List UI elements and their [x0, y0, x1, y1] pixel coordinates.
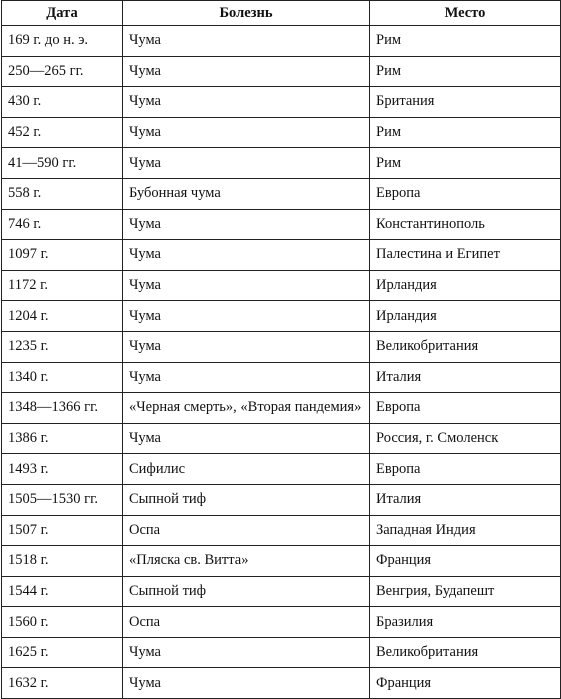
cell-date: 1386 г.	[2, 423, 123, 454]
cell-place: Европа	[370, 393, 561, 424]
cell-place: Бразилия	[370, 607, 561, 638]
table-row	[2, 209, 561, 240]
header-date: Дата	[2, 1, 123, 26]
cell-date: 1340 г.	[2, 362, 123, 393]
table-row	[2, 607, 561, 638]
cell-disease: Бубонная чума	[123, 178, 370, 209]
cell-date: 169 г. до н. э.	[2, 26, 123, 57]
cell-place: Италия	[370, 362, 561, 393]
table-row	[2, 546, 561, 577]
table-body	[2, 26, 561, 699]
cell-place: Западная Индия	[370, 515, 561, 546]
cell-place: Палестина и Египет	[370, 240, 561, 271]
table-row	[2, 637, 561, 668]
cell-place: Рим	[370, 26, 561, 57]
cell-place: Европа	[370, 454, 561, 485]
table-row	[2, 484, 561, 515]
cell-disease: Чума	[123, 56, 370, 87]
table-row	[2, 331, 561, 362]
table-row	[2, 56, 561, 87]
cell-date: 558 г.	[2, 178, 123, 209]
cell-place: Британия	[370, 87, 561, 118]
cell-disease: Чума	[123, 87, 370, 118]
table-row	[2, 270, 561, 301]
table-row	[2, 515, 561, 546]
cell-disease: Чума	[123, 26, 370, 57]
cell-disease: Чума	[123, 240, 370, 271]
cell-place: Италия	[370, 484, 561, 515]
cell-date: 1505—1530 гг.	[2, 484, 123, 515]
cell-place: Ирландия	[370, 301, 561, 332]
cell-place: Великобритания	[370, 637, 561, 668]
cell-disease: «Пляска св. Витта»	[123, 546, 370, 577]
cell-date: 1518 г.	[2, 546, 123, 577]
cell-date: 452 г.	[2, 117, 123, 148]
table-row	[2, 178, 561, 209]
cell-disease: Сыпной тиф	[123, 484, 370, 515]
cell-date: 250—265 гг.	[2, 56, 123, 87]
table-row	[2, 26, 561, 57]
table-row	[2, 668, 561, 699]
cell-date: 1348—1366 гг.	[2, 393, 123, 424]
cell-date: 1097 г.	[2, 240, 123, 271]
header-disease: Болезнь	[123, 1, 370, 26]
cell-date: 1493 г.	[2, 454, 123, 485]
table-row	[2, 576, 561, 607]
cell-disease: Оспа	[123, 515, 370, 546]
cell-disease: Чума	[123, 301, 370, 332]
cell-disease: Чума	[123, 117, 370, 148]
cell-date: 1204 г.	[2, 301, 123, 332]
cell-place: Константинополь	[370, 209, 561, 240]
table-row	[2, 148, 561, 179]
epidemics-table	[1, 0, 561, 699]
table-row	[2, 393, 561, 424]
table-row	[2, 454, 561, 485]
cell-place: Рим	[370, 117, 561, 148]
cell-date: 1560 г.	[2, 607, 123, 638]
table-row	[2, 362, 561, 393]
cell-date: 1172 г.	[2, 270, 123, 301]
cell-disease: Чума	[123, 637, 370, 668]
header-place: Место	[370, 1, 561, 26]
cell-place: Франция	[370, 668, 561, 699]
cell-place: Рим	[370, 56, 561, 87]
cell-date: 41—590 гг.	[2, 148, 123, 179]
cell-disease: Оспа	[123, 607, 370, 638]
cell-disease: Чума	[123, 362, 370, 393]
cell-date: 1632 г.	[2, 668, 123, 699]
cell-place: Россия, г. Смоленск	[370, 423, 561, 454]
cell-disease: Чума	[123, 423, 370, 454]
table-row	[2, 423, 561, 454]
cell-disease: «Черная смерть», «Вторая пандемия»	[123, 393, 370, 424]
cell-place: Венгрия, Будапешт	[370, 576, 561, 607]
cell-place: Ирландия	[370, 270, 561, 301]
cell-disease: Чума	[123, 270, 370, 301]
cell-date: 1507 г.	[2, 515, 123, 546]
table-row	[2, 240, 561, 271]
table-header-row	[2, 1, 561, 26]
table-row	[2, 301, 561, 332]
cell-disease: Чума	[123, 331, 370, 362]
cell-place: Франция	[370, 546, 561, 577]
cell-place: Европа	[370, 178, 561, 209]
cell-disease: Чума	[123, 668, 370, 699]
cell-place: Рим	[370, 148, 561, 179]
cell-disease: Чума	[123, 148, 370, 179]
cell-place: Великобритания	[370, 331, 561, 362]
cell-date: 746 г.	[2, 209, 123, 240]
cell-disease: Чума	[123, 209, 370, 240]
cell-date: 1625 г.	[2, 637, 123, 668]
cell-date: 430 г.	[2, 87, 123, 118]
table-row	[2, 87, 561, 118]
cell-date: 1544 г.	[2, 576, 123, 607]
cell-date: 1235 г.	[2, 331, 123, 362]
table-row	[2, 117, 561, 148]
cell-disease: Сыпной тиф	[123, 576, 370, 607]
cell-disease: Сифилис	[123, 454, 370, 485]
